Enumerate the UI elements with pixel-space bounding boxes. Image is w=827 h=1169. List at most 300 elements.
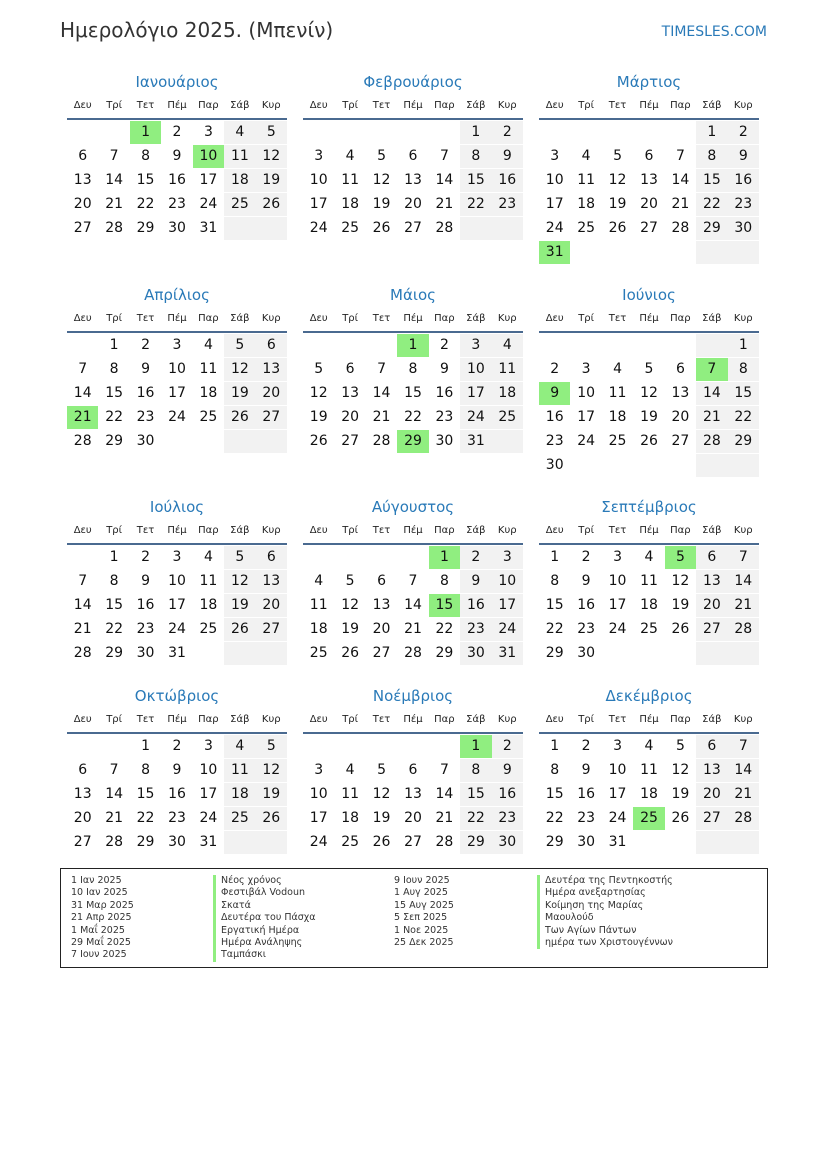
day-cell[interactable]: 26: [671, 621, 690, 637]
day-cell[interactable]: 9: [492, 145, 523, 168]
day-cell[interactable]: 22: [105, 409, 124, 425]
day-cell[interactable]: 2: [581, 549, 591, 565]
day-cell[interactable]: 9: [581, 762, 591, 778]
day-cell[interactable]: 30: [168, 834, 186, 850]
day-cell[interactable]: 31: [460, 430, 491, 453]
day-cell[interactable]: 6: [78, 762, 88, 778]
holiday-day-cell[interactable]: 1: [460, 735, 491, 758]
day-cell[interactable]: 1: [460, 121, 491, 144]
day-cell[interactable]: 15: [460, 169, 491, 192]
day-cell[interactable]: 12: [372, 786, 391, 802]
day-cell[interactable]: 3: [581, 361, 591, 377]
day-cell[interactable]: 18: [309, 621, 328, 637]
day-cell[interactable]: 20: [372, 621, 391, 637]
day-cell[interactable]: 12: [372, 172, 391, 188]
day-cell[interactable]: 21: [404, 621, 422, 637]
day-cell[interactable]: 7: [109, 762, 119, 778]
day-cell[interactable]: 7: [675, 148, 685, 164]
day-cell[interactable]: 12: [640, 385, 658, 401]
day-cell[interactable]: 14: [728, 759, 759, 782]
day-cell[interactable]: 2: [141, 337, 151, 353]
day-cell[interactable]: 4: [203, 549, 213, 565]
day-cell[interactable]: 25: [309, 645, 328, 661]
day-cell[interactable]: 6: [377, 573, 387, 589]
day-cell[interactable]: 9: [141, 573, 151, 589]
day-cell[interactable]: 26: [224, 406, 255, 429]
day-cell[interactable]: 28: [73, 645, 92, 661]
day-cell[interactable]: 14: [105, 172, 124, 188]
brand-link[interactable]: TIMESLES.COM: [661, 24, 767, 40]
day-cell[interactable]: 15: [105, 385, 124, 401]
holiday-day-cell[interactable]: 31: [539, 241, 570, 264]
day-cell[interactable]: 1: [109, 549, 119, 565]
day-cell[interactable]: 6: [696, 735, 727, 758]
day-cell[interactable]: 25: [341, 220, 360, 236]
day-cell[interactable]: 11: [309, 597, 328, 613]
day-cell[interactable]: 11: [640, 762, 658, 778]
day-cell[interactable]: 15: [136, 786, 155, 802]
day-cell[interactable]: 20: [341, 409, 360, 425]
day-cell[interactable]: 22: [545, 810, 564, 826]
day-cell[interactable]: 7: [78, 573, 88, 589]
day-cell[interactable]: 29: [105, 433, 124, 449]
day-cell[interactable]: 3: [203, 738, 213, 754]
day-cell[interactable]: 17: [492, 594, 523, 617]
day-cell[interactable]: 8: [439, 573, 449, 589]
holiday-day-cell[interactable]: 1: [130, 121, 161, 144]
day-cell[interactable]: 18: [492, 382, 523, 405]
day-cell[interactable]: 4: [224, 735, 255, 758]
day-cell[interactable]: 10: [492, 570, 523, 593]
day-cell[interactable]: 16: [168, 786, 186, 802]
day-cell[interactable]: 6: [256, 334, 287, 357]
day-cell[interactable]: 9: [492, 759, 523, 782]
day-cell[interactable]: 23: [435, 409, 454, 425]
day-cell[interactable]: 25: [492, 406, 523, 429]
day-cell[interactable]: 31: [199, 220, 218, 236]
day-cell[interactable]: 6: [696, 546, 727, 569]
day-cell[interactable]: 27: [73, 220, 92, 236]
day-cell[interactable]: 21: [435, 810, 454, 826]
day-cell[interactable]: 27: [341, 433, 360, 449]
day-cell[interactable]: 31: [199, 834, 218, 850]
day-cell[interactable]: 26: [608, 220, 627, 236]
day-cell[interactable]: 17: [577, 409, 596, 425]
day-cell[interactable]: 14: [435, 786, 454, 802]
day-cell[interactable]: 28: [728, 618, 759, 641]
holiday-day-cell[interactable]: 29: [397, 430, 428, 453]
day-cell[interactable]: 8: [550, 573, 560, 589]
day-cell[interactable]: 19: [224, 382, 255, 405]
day-cell[interactable]: 29: [460, 831, 491, 854]
day-cell[interactable]: 12: [309, 385, 328, 401]
day-cell[interactable]: 3: [613, 549, 623, 565]
day-cell[interactable]: 22: [136, 810, 155, 826]
day-cell[interactable]: 12: [256, 145, 287, 168]
day-cell[interactable]: 11: [492, 358, 523, 381]
day-cell[interactable]: 18: [199, 385, 218, 401]
day-cell[interactable]: 6: [644, 148, 654, 164]
day-cell[interactable]: 18: [640, 786, 658, 802]
day-cell[interactable]: 17: [608, 597, 627, 613]
day-cell[interactable]: 5: [377, 762, 387, 778]
day-cell[interactable]: 11: [224, 145, 255, 168]
day-cell[interactable]: 3: [203, 124, 213, 140]
day-cell[interactable]: 26: [372, 220, 391, 236]
day-cell[interactable]: 24: [309, 220, 328, 236]
day-cell[interactable]: 27: [404, 220, 422, 236]
day-cell[interactable]: 2: [492, 121, 523, 144]
day-cell[interactable]: 4: [314, 573, 324, 589]
day-cell[interactable]: 16: [492, 169, 523, 192]
day-cell[interactable]: 2: [439, 337, 449, 353]
day-cell[interactable]: 2: [460, 546, 491, 569]
day-cell[interactable]: 4: [345, 148, 355, 164]
day-cell[interactable]: 1: [141, 738, 151, 754]
day-cell[interactable]: 7: [408, 573, 418, 589]
day-cell[interactable]: 8: [550, 762, 560, 778]
day-cell[interactable]: 16: [577, 786, 596, 802]
day-cell[interactable]: 24: [545, 220, 564, 236]
day-cell[interactable]: 11: [608, 385, 627, 401]
day-cell[interactable]: 11: [341, 172, 360, 188]
day-cell[interactable]: 30: [577, 645, 596, 661]
day-cell[interactable]: 24: [608, 621, 627, 637]
day-cell[interactable]: 9: [172, 148, 182, 164]
day-cell[interactable]: 11: [341, 786, 360, 802]
day-cell[interactable]: 1: [550, 738, 560, 754]
day-cell[interactable]: 6: [345, 361, 355, 377]
day-cell[interactable]: 29: [435, 645, 454, 661]
day-cell[interactable]: 28: [105, 834, 124, 850]
day-cell[interactable]: 12: [224, 358, 255, 381]
day-cell[interactable]: 19: [372, 810, 391, 826]
day-cell[interactable]: 31: [608, 834, 627, 850]
day-cell[interactable]: 13: [696, 759, 727, 782]
day-cell[interactable]: 7: [728, 735, 759, 758]
day-cell[interactable]: 1: [109, 337, 119, 353]
day-cell[interactable]: 4: [644, 738, 654, 754]
holiday-day-cell[interactable]: 1: [429, 546, 460, 569]
day-cell[interactable]: 11: [577, 172, 596, 188]
day-cell[interactable]: 13: [640, 172, 658, 188]
day-cell[interactable]: 8: [728, 358, 759, 381]
day-cell[interactable]: 28: [671, 220, 690, 236]
holiday-day-cell[interactable]: 15: [429, 594, 460, 617]
day-cell[interactable]: 3: [314, 148, 324, 164]
day-cell[interactable]: 15: [404, 385, 422, 401]
day-cell[interactable]: 29: [696, 217, 727, 240]
day-cell[interactable]: 23: [545, 433, 564, 449]
day-cell[interactable]: 12: [608, 172, 627, 188]
day-cell[interactable]: 8: [141, 762, 151, 778]
day-cell[interactable]: 20: [696, 594, 727, 617]
day-cell[interactable]: 11: [640, 573, 658, 589]
day-cell[interactable]: 15: [545, 786, 564, 802]
day-cell[interactable]: 10: [608, 573, 627, 589]
day-cell[interactable]: 9: [460, 570, 491, 593]
day-cell[interactable]: 16: [435, 385, 454, 401]
day-cell[interactable]: 9: [141, 361, 151, 377]
day-cell[interactable]: 16: [728, 169, 759, 192]
day-cell[interactable]: 19: [309, 409, 328, 425]
day-cell[interactable]: 25: [199, 621, 218, 637]
day-cell[interactable]: 22: [435, 621, 454, 637]
day-cell[interactable]: 2: [172, 124, 182, 140]
day-cell[interactable]: 27: [696, 807, 727, 830]
day-cell[interactable]: 5: [644, 361, 654, 377]
day-cell[interactable]: 19: [640, 409, 658, 425]
day-cell[interactable]: 3: [460, 334, 491, 357]
day-cell[interactable]: 5: [345, 573, 355, 589]
day-cell[interactable]: 10: [545, 172, 564, 188]
day-cell[interactable]: 31: [168, 645, 186, 661]
day-cell[interactable]: 8: [460, 145, 491, 168]
day-cell[interactable]: 2: [550, 361, 560, 377]
day-cell[interactable]: 13: [696, 570, 727, 593]
day-cell[interactable]: 26: [640, 433, 658, 449]
day-cell[interactable]: 22: [545, 621, 564, 637]
day-cell[interactable]: 21: [728, 594, 759, 617]
day-cell[interactable]: 3: [172, 337, 182, 353]
day-cell[interactable]: 5: [224, 334, 255, 357]
day-cell[interactable]: 19: [671, 786, 690, 802]
day-cell[interactable]: 16: [136, 597, 155, 613]
day-cell[interactable]: 6: [256, 546, 287, 569]
day-cell[interactable]: 21: [435, 196, 454, 212]
day-cell[interactable]: 28: [73, 433, 92, 449]
day-cell[interactable]: 18: [341, 810, 360, 826]
day-cell[interactable]: 10: [608, 762, 627, 778]
day-cell[interactable]: 23: [136, 621, 155, 637]
day-cell[interactable]: 18: [199, 597, 218, 613]
day-cell[interactable]: 18: [640, 597, 658, 613]
day-cell[interactable]: 8: [696, 145, 727, 168]
day-cell[interactable]: 14: [696, 382, 727, 405]
day-cell[interactable]: 26: [256, 193, 287, 216]
day-cell[interactable]: 5: [256, 121, 287, 144]
day-cell[interactable]: 4: [613, 361, 623, 377]
day-cell[interactable]: 4: [492, 334, 523, 357]
day-cell[interactable]: 24: [168, 409, 186, 425]
holiday-day-cell[interactable]: 25: [633, 807, 664, 830]
day-cell[interactable]: 22: [136, 196, 155, 212]
day-cell[interactable]: 31: [492, 642, 523, 665]
day-cell[interactable]: 25: [224, 807, 255, 830]
day-cell[interactable]: 13: [341, 385, 360, 401]
day-cell[interactable]: 10: [199, 762, 218, 778]
day-cell[interactable]: 20: [404, 810, 422, 826]
day-cell[interactable]: 22: [105, 621, 124, 637]
day-cell[interactable]: 22: [460, 807, 491, 830]
day-cell[interactable]: 8: [141, 148, 151, 164]
day-cell[interactable]: 17: [309, 196, 328, 212]
day-cell[interactable]: 24: [460, 406, 491, 429]
day-cell[interactable]: 27: [404, 834, 422, 850]
day-cell[interactable]: 17: [460, 382, 491, 405]
day-cell[interactable]: 18: [224, 783, 255, 806]
day-cell[interactable]: 18: [608, 409, 627, 425]
holiday-day-cell[interactable]: 10: [193, 145, 224, 168]
holiday-day-cell[interactable]: 21: [67, 406, 98, 429]
day-cell[interactable]: 19: [256, 169, 287, 192]
day-cell[interactable]: 30: [577, 834, 596, 850]
day-cell[interactable]: 22: [404, 409, 422, 425]
day-cell[interactable]: 6: [408, 762, 418, 778]
day-cell[interactable]: 20: [73, 196, 92, 212]
day-cell[interactable]: 22: [728, 406, 759, 429]
day-cell[interactable]: 20: [404, 196, 422, 212]
day-cell[interactable]: 29: [136, 220, 155, 236]
day-cell[interactable]: 5: [256, 735, 287, 758]
day-cell[interactable]: 10: [309, 786, 328, 802]
day-cell[interactable]: 7: [377, 361, 387, 377]
day-cell[interactable]: 12: [224, 570, 255, 593]
day-cell[interactable]: 21: [671, 196, 690, 212]
day-cell[interactable]: 21: [105, 810, 124, 826]
day-cell[interactable]: 15: [105, 597, 124, 613]
day-cell[interactable]: 14: [105, 786, 124, 802]
day-cell[interactable]: 7: [78, 361, 88, 377]
day-cell[interactable]: 26: [372, 834, 391, 850]
day-cell[interactable]: 20: [671, 409, 690, 425]
day-cell[interactable]: 30: [460, 642, 491, 665]
holiday-day-cell[interactable]: 1: [397, 334, 428, 357]
day-cell[interactable]: 26: [309, 433, 328, 449]
day-cell[interactable]: 23: [728, 193, 759, 216]
day-cell[interactable]: 13: [372, 597, 391, 613]
day-cell[interactable]: 23: [136, 409, 155, 425]
day-cell[interactable]: 2: [141, 549, 151, 565]
day-cell[interactable]: 25: [608, 433, 627, 449]
day-cell[interactable]: 19: [256, 783, 287, 806]
day-cell[interactable]: 30: [728, 217, 759, 240]
day-cell[interactable]: 21: [728, 783, 759, 806]
day-cell[interactable]: 30: [136, 433, 155, 449]
day-cell[interactable]: 29: [136, 834, 155, 850]
day-cell[interactable]: 21: [696, 406, 727, 429]
day-cell[interactable]: 13: [73, 786, 92, 802]
day-cell[interactable]: 9: [728, 145, 759, 168]
day-cell[interactable]: 20: [640, 196, 658, 212]
day-cell[interactable]: 26: [224, 618, 255, 641]
day-cell[interactable]: 8: [460, 759, 491, 782]
day-cell[interactable]: 24: [492, 618, 523, 641]
day-cell[interactable]: 16: [136, 385, 155, 401]
day-cell[interactable]: 26: [671, 810, 690, 826]
day-cell[interactable]: 28: [372, 433, 391, 449]
day-cell[interactable]: 25: [640, 621, 658, 637]
day-cell[interactable]: 28: [696, 430, 727, 453]
day-cell[interactable]: 25: [341, 834, 360, 850]
day-cell[interactable]: 24: [309, 834, 328, 850]
day-cell[interactable]: 7: [439, 762, 449, 778]
day-cell[interactable]: 26: [256, 807, 287, 830]
day-cell[interactable]: 14: [435, 172, 454, 188]
day-cell[interactable]: 19: [608, 196, 627, 212]
day-cell[interactable]: 27: [671, 433, 690, 449]
day-cell[interactable]: 9: [172, 762, 182, 778]
day-cell[interactable]: 14: [728, 570, 759, 593]
day-cell[interactable]: 12: [671, 762, 690, 778]
day-cell[interactable]: 6: [78, 148, 88, 164]
day-cell[interactable]: 2: [728, 121, 759, 144]
day-cell[interactable]: 28: [105, 220, 124, 236]
day-cell[interactable]: 28: [728, 807, 759, 830]
day-cell[interactable]: 2: [492, 735, 523, 758]
day-cell[interactable]: 19: [341, 621, 360, 637]
day-cell[interactable]: 23: [577, 810, 596, 826]
day-cell[interactable]: 27: [73, 834, 92, 850]
day-cell[interactable]: 27: [256, 618, 287, 641]
day-cell[interactable]: 23: [168, 810, 186, 826]
day-cell[interactable]: 7: [728, 546, 759, 569]
day-cell[interactable]: 30: [435, 433, 454, 449]
day-cell[interactable]: 3: [172, 549, 182, 565]
day-cell[interactable]: 19: [224, 594, 255, 617]
day-cell[interactable]: 25: [577, 220, 596, 236]
day-cell[interactable]: 28: [404, 645, 422, 661]
day-cell[interactable]: 24: [199, 810, 218, 826]
day-cell[interactable]: 23: [492, 193, 523, 216]
day-cell[interactable]: 17: [545, 196, 564, 212]
day-cell[interactable]: 8: [109, 361, 119, 377]
day-cell[interactable]: 30: [136, 645, 155, 661]
day-cell[interactable]: 23: [168, 196, 186, 212]
day-cell[interactable]: 6: [408, 148, 418, 164]
day-cell[interactable]: 14: [372, 385, 391, 401]
day-cell[interactable]: 26: [341, 645, 360, 661]
day-cell[interactable]: 14: [73, 385, 92, 401]
day-cell[interactable]: 16: [577, 597, 596, 613]
day-cell[interactable]: 14: [404, 597, 422, 613]
day-cell[interactable]: 20: [696, 783, 727, 806]
day-cell[interactable]: 5: [224, 546, 255, 569]
day-cell[interactable]: 27: [372, 645, 391, 661]
day-cell[interactable]: 5: [314, 361, 324, 377]
day-cell[interactable]: 19: [671, 597, 690, 613]
day-cell[interactable]: 27: [256, 406, 287, 429]
day-cell[interactable]: 17: [608, 786, 627, 802]
day-cell[interactable]: 24: [608, 810, 627, 826]
day-cell[interactable]: 20: [256, 594, 287, 617]
day-cell[interactable]: 13: [256, 570, 287, 593]
day-cell[interactable]: 15: [545, 597, 564, 613]
day-cell[interactable]: 6: [675, 361, 685, 377]
day-cell[interactable]: 10: [168, 361, 186, 377]
day-cell[interactable]: 30: [168, 220, 186, 236]
day-cell[interactable]: 16: [460, 594, 491, 617]
day-cell[interactable]: 10: [577, 385, 596, 401]
day-cell[interactable]: 24: [168, 621, 186, 637]
day-cell[interactable]: 4: [345, 762, 355, 778]
day-cell[interactable]: 15: [460, 783, 491, 806]
day-cell[interactable]: 1: [728, 334, 759, 357]
day-cell[interactable]: 8: [109, 573, 119, 589]
day-cell[interactable]: 8: [408, 361, 418, 377]
day-cell[interactable]: 3: [550, 148, 560, 164]
day-cell[interactable]: 4: [203, 337, 213, 353]
holiday-day-cell[interactable]: 5: [665, 546, 696, 569]
day-cell[interactable]: 18: [224, 169, 255, 192]
day-cell[interactable]: 15: [728, 382, 759, 405]
day-cell[interactable]: 29: [728, 430, 759, 453]
day-cell[interactable]: 5: [675, 738, 685, 754]
day-cell[interactable]: 12: [256, 759, 287, 782]
day-cell[interactable]: 29: [545, 834, 564, 850]
day-cell[interactable]: 28: [435, 220, 454, 236]
day-cell[interactable]: 4: [224, 121, 255, 144]
